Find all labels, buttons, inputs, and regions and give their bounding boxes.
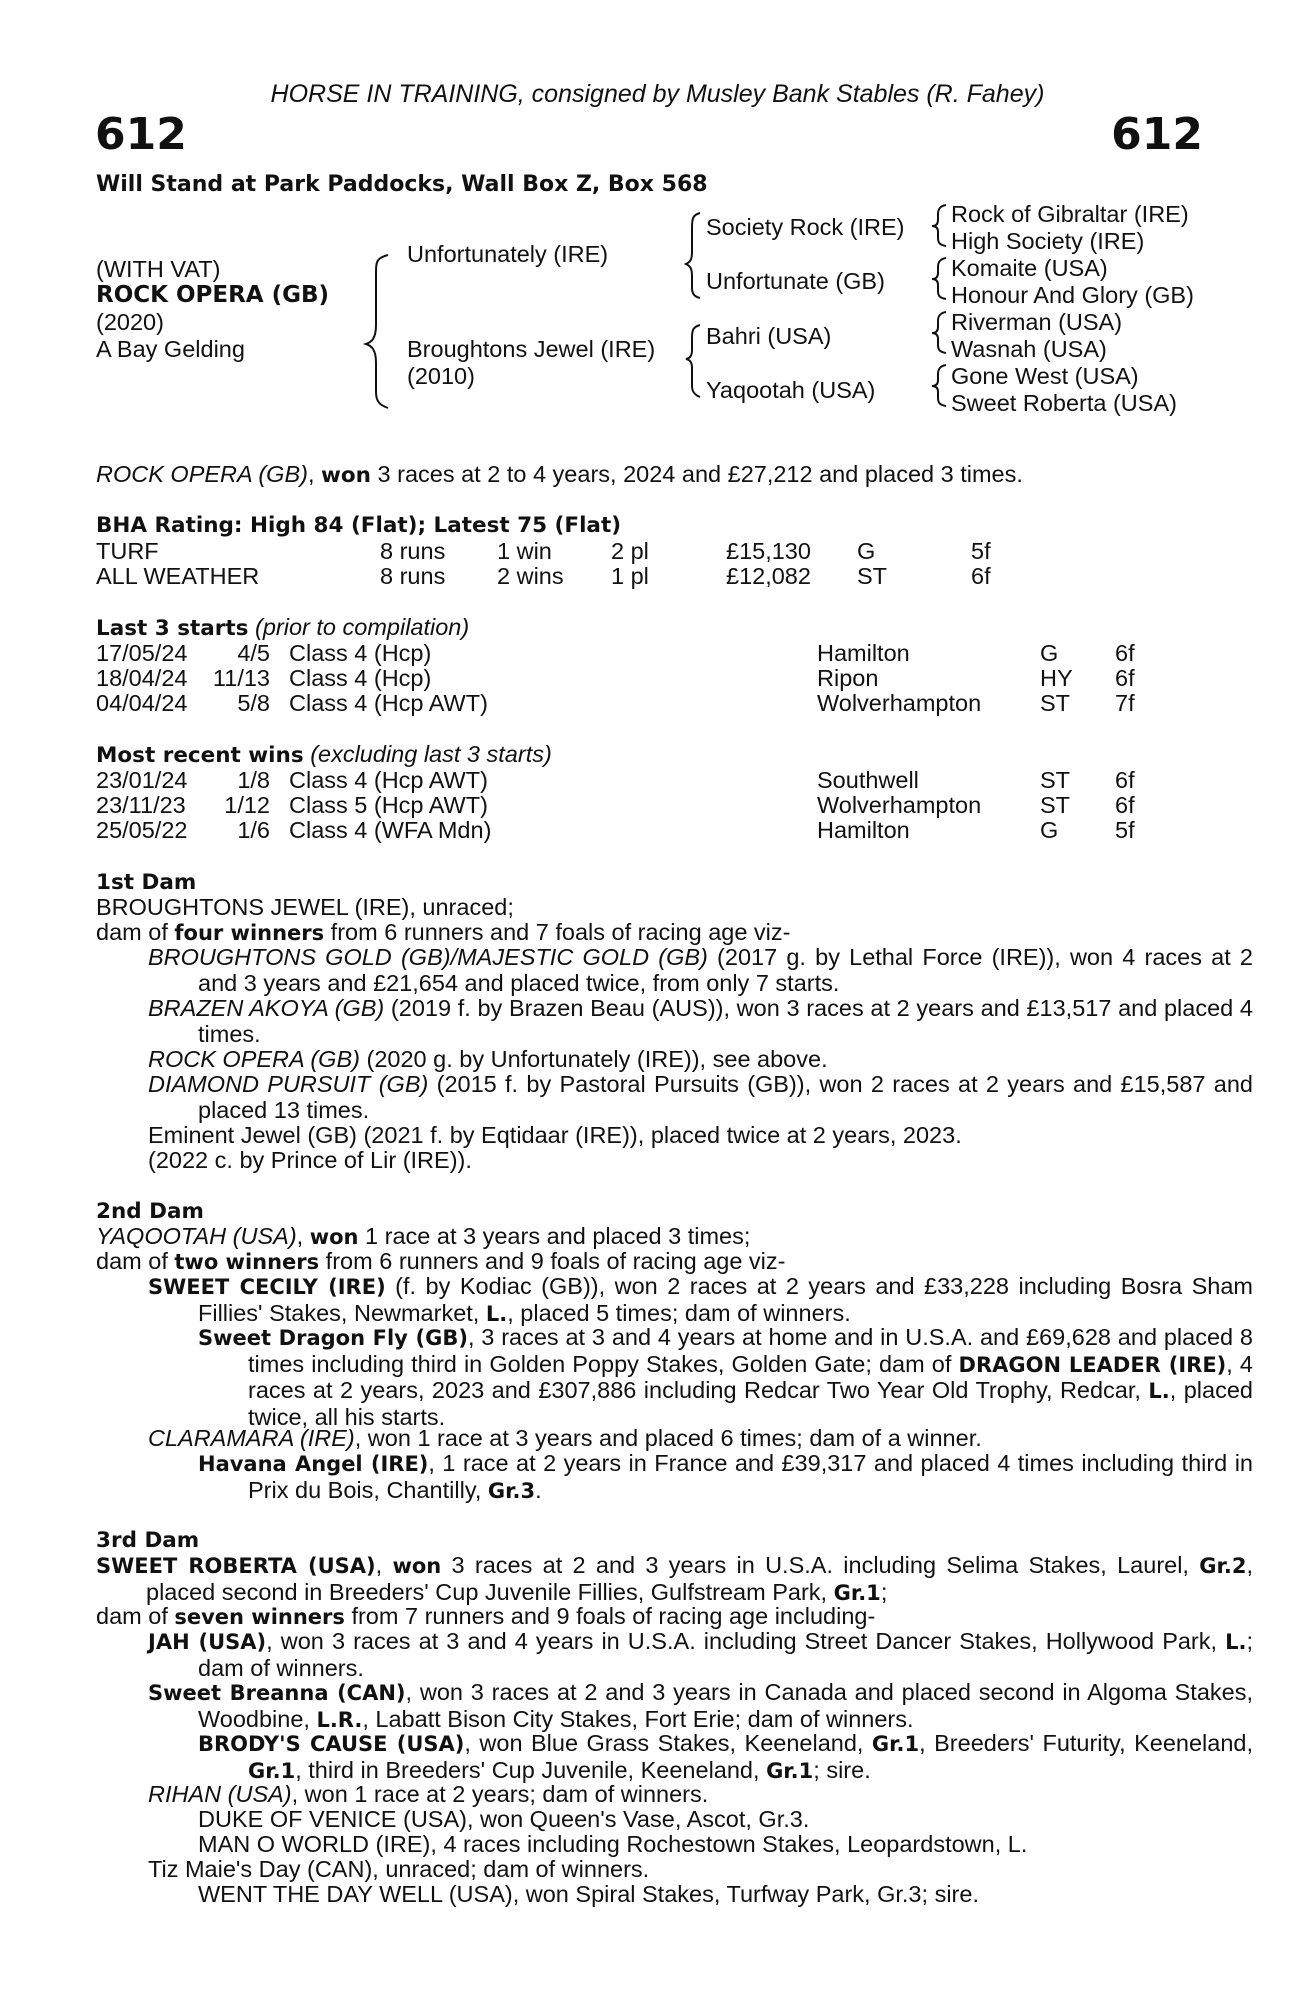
win-position: 1/6 <box>237 817 270 843</box>
win-going: ST <box>1040 767 1071 793</box>
start-date: 17/05/24 <box>96 640 188 666</box>
start-date: 18/04/24 <box>96 665 188 691</box>
recent-wins-heading: Most recent wins <box>96 743 304 768</box>
start-going: G <box>1040 640 1059 666</box>
race-grade: Gr.3 <box>487 1478 536 1503</box>
second-dam-heading: 2nd Dam <box>96 1199 204 1224</box>
win-going: G <box>1040 817 1059 843</box>
dam-name: SWEET ROBERTA (USA) <box>96 1554 376 1578</box>
pedigree-g5: Riverman (USA) <box>951 309 1123 335</box>
produce-name: Sweet Breanna (CAN) <box>148 1681 406 1705</box>
produce-record: , won 1 race at 2 years; dam of winners. <box>291 1781 709 1807</box>
text-fragment: 3 races at 2 and 3 years in U.S.A. including Selima Stakes, Laurel, <box>441 1552 1200 1578</box>
produce-entry <box>198 1731 1253 1784</box>
text-fragment: from 6 runners and 7 foals of racing age viz- <box>324 919 791 945</box>
produce-record: , won Blue Grass Stakes, Keeneland, <box>464 1730 872 1756</box>
produce-record: , third in Breeders' Cup Juvenile, Keeneland, <box>295 1756 767 1783</box>
race-grade: Gr.3 <box>758 1806 803 1832</box>
rating-distance: 6f <box>971 563 991 589</box>
second-dam-produce-summary <box>96 1249 785 1276</box>
first-dam-produce-summary <box>96 920 790 947</box>
pedigree-g3: Komaite (USA) <box>951 255 1108 281</box>
winners-count: two winners <box>174 1250 320 1274</box>
produce-record: ; sire. <box>921 1881 979 1907</box>
winners-count: four winners <box>174 921 325 945</box>
produce-name: DUKE OF VENICE (USA) <box>198 1806 467 1832</box>
produce-record: , placed twice, all his starts. <box>248 1377 1253 1430</box>
produce-entry <box>148 996 1253 1047</box>
produce-record: (f. by Kodiac (GB)), won 2 races at 2 years and £33,228 including Bosra Sham Fillies' Stakes, Newmarket, <box>198 1273 1253 1326</box>
dam-name: YAQOOTAH (USA) <box>96 1223 297 1249</box>
produce-record: . <box>535 1476 542 1503</box>
won-label: won <box>309 1225 359 1249</box>
race-grade: L. <box>1007 1831 1028 1857</box>
win-date: 23/11/23 <box>96 792 186 818</box>
rating-surface: TURF <box>96 538 159 564</box>
rating-distance: 5f <box>971 538 991 564</box>
race-grade: L. <box>485 1301 508 1326</box>
start-class: Class 4 (Hcp) <box>289 640 432 666</box>
race-grade: L. <box>1148 1379 1170 1403</box>
rating-prize: £12,082 <box>726 563 811 589</box>
produce-entry <box>148 1047 1253 1073</box>
rating-placed: 2 pl <box>611 538 649 564</box>
win-position: 1/8 <box>237 767 270 793</box>
summary-won: won <box>321 463 371 488</box>
win-course: Wolverhampton <box>817 792 982 818</box>
produce-entry <box>148 1782 708 1808</box>
text-fragment: 1 race at 3 years and placed 3 times; <box>358 1223 751 1249</box>
horse-year: (2020) <box>96 309 164 335</box>
produce-name: CLARAMARA (IRE) <box>148 1425 355 1451</box>
text-fragment: , <box>375 1552 393 1578</box>
start-course: Hamilton <box>817 640 910 666</box>
win-course: Southwell <box>817 767 919 793</box>
start-position: 5/8 <box>237 690 270 716</box>
produce-record: (2019 f. by Brazen Beau (AUS)), won 3 races at 2 years and £13,517 and placed 4 times. <box>198 995 1253 1047</box>
produce-name: Havana Angel (IRE) <box>198 1452 429 1476</box>
pedigree-dam: Broughtons Jewel (IRE) <box>407 336 656 362</box>
start-class: Class 4 (Hcp AWT) <box>289 690 488 716</box>
rating-runs: 8 runs <box>380 538 446 564</box>
first-dam-line: BROUGHTONS JEWEL (IRE), unraced; <box>96 894 514 920</box>
recent-wins-note: (excluding last 3 starts) <box>310 741 552 767</box>
pedigree-dam-year: (2010) <box>407 363 475 389</box>
rating-going: G <box>857 538 876 564</box>
win-going: ST <box>1040 792 1071 818</box>
pedigree-dam-sire: Bahri (USA) <box>706 323 832 349</box>
rating-surface: ALL WEATHER <box>96 563 260 589</box>
pedigree-g1: Rock of Gibraltar (IRE) <box>951 201 1189 227</box>
third-dam-produce-summary <box>96 1604 875 1631</box>
produce-record: , 1 race at 2 years in France and £39,317 and placed 4 times including third in Prix du Bois, Chantilly, <box>248 1450 1253 1503</box>
produce-record: , won Queen's Vase, Ascot, <box>466 1806 759 1832</box>
pedigree-g4: Honour And Glory (GB) <box>951 282 1194 308</box>
produce-entry <box>148 1072 1253 1123</box>
lot-number-right: 612 <box>1111 109 1203 160</box>
third-dam-heading: 3rd Dam <box>96 1528 200 1553</box>
win-distance: 5f <box>1115 817 1135 843</box>
produce-entry: Tiz Maie's Day (CAN), unraced; dam of winners. <box>148 1856 650 1882</box>
summary-text: 3 races at 2 to 4 years, 2024 and £27,212 and placed 3 times. <box>370 461 1023 487</box>
start-course: Wolverhampton <box>817 690 982 716</box>
last-starts-heading: Last 3 starts <box>96 616 249 641</box>
summary-horse-name: ROCK OPERA (GB) <box>96 461 308 487</box>
rating-wins: 2 wins <box>497 563 564 589</box>
produce-record: , won 1 race at 3 years and placed 6 times; dam of a winner. <box>354 1425 982 1451</box>
produce-name: MAN O WORLD (IRE) <box>198 1831 431 1857</box>
produce-record: ; sire. <box>813 1756 871 1783</box>
win-course: Hamilton <box>817 817 910 843</box>
horse-name: ROCK OPERA (GB) <box>96 282 330 308</box>
text-fragment: dam of <box>96 1603 175 1629</box>
produce-entry <box>148 1629 1253 1681</box>
produce-entry <box>148 945 1253 996</box>
pedigree-sire-sire: Society Rock (IRE) <box>706 214 905 240</box>
produce-entry: (2022 c. by Prince of Lir (IRE)). <box>148 1147 472 1173</box>
produce-record: (2020 g. by Unfortunately (IRE)), see above. <box>359 1046 828 1072</box>
last-starts-note: (prior to compilation) <box>255 614 470 640</box>
consignor-line: HORSE IN TRAINING, consigned by Musley Bank Stables (R. Fahey) <box>270 80 1045 108</box>
start-going: HY <box>1040 665 1073 691</box>
produce-record: , Breeders' Futurity, Keeneland, <box>919 1730 1253 1756</box>
recent-wins-heading-line <box>96 742 552 769</box>
race-grade: L. <box>1225 1630 1247 1654</box>
produce-entry <box>148 1680 1253 1733</box>
produce-entry <box>198 1451 1253 1504</box>
won-label: won <box>392 1554 442 1578</box>
pedigree-g2: High Society (IRE) <box>951 228 1145 254</box>
text-fragment: from 6 runners and 9 foals of racing age viz- <box>319 1248 786 1274</box>
produce-name: JAH (USA) <box>148 1630 267 1654</box>
start-distance: 6f <box>1115 640 1135 666</box>
third-dam-record <box>96 1553 1253 1606</box>
lot-number-left: 612 <box>95 109 187 160</box>
race-grade: L.R. <box>316 1707 363 1732</box>
pedigree-g8: Sweet Roberta (USA) <box>951 390 1177 416</box>
pedigree-sire-dam: Unfortunate (GB) <box>706 268 885 294</box>
produce-entry <box>198 1882 979 1908</box>
win-class: Class 4 (WFA Mdn) <box>289 817 492 843</box>
race-grade: Gr.1 <box>833 1580 881 1605</box>
produce-entry <box>198 1832 1027 1858</box>
win-class: Class 5 (Hcp AWT) <box>289 792 488 818</box>
win-date: 23/01/24 <box>96 767 188 793</box>
last-starts-heading-line <box>96 615 469 642</box>
produce-entry <box>148 1274 1253 1327</box>
produce-record: , 4 races at 2 years, 2023 and £307,886 including Redcar Two Year Old Trophy, Redcar, <box>248 1350 1253 1403</box>
produce-entry: Eminent Jewel (GB) (2021 f. by Eqtidaar (IRE)), placed twice at 2 years, 2023. <box>148 1122 962 1148</box>
race-summary: ROCK OPERA (GB), won 3 races at 2 to 4 years, 2024 and £27,212 and placed 3 times. <box>96 461 1023 488</box>
start-position: 11/13 <box>212 665 270 691</box>
produce-record: , Labatt Bison City Stakes, Fort Erie; dam of winners. <box>362 1705 914 1732</box>
produce-record: . <box>802 1806 810 1832</box>
text-fragment: , placed second in Breeders' Cup Juvenile Fillies, Gulfstream Park, <box>146 1552 1253 1605</box>
produce-name: SWEET CECILY (IRE) <box>148 1275 386 1299</box>
produce-record: , 3 races at 3 and 4 years at home and in U.S.A. and £69,628 and placed 8 times including third in Golden Poppy Stakes, Golden Gate; dam of <box>248 1324 1253 1377</box>
text-fragment: dam of <box>96 1248 175 1274</box>
race-grade: Gr.2 <box>1199 1554 1247 1578</box>
first-dam-heading: 1st Dam <box>96 870 197 895</box>
produce-name: ROCK OPERA (GB) <box>148 1046 360 1072</box>
produce-name: BRAZEN AKOYA (GB) <box>148 995 385 1021</box>
stable-location: Will Stand at Park Paddocks, Wall Box Z, Box 568 <box>96 172 708 197</box>
winners-count: seven winners <box>174 1605 345 1629</box>
win-class: Class 4 (Hcp AWT) <box>289 767 488 793</box>
win-distance: 6f <box>1115 792 1135 818</box>
produce-entry <box>198 1325 1253 1430</box>
start-distance: 7f <box>1115 690 1135 716</box>
produce-record: (2017 g. by Lethal Force (IRE)), won 4 races at 2 and 3 years and £21,654 and placed twice, from only 7 starts. <box>198 944 1253 996</box>
start-class: Class 4 (Hcp) <box>289 665 432 691</box>
produce-name: BRODY'S CAUSE (USA) <box>198 1732 465 1756</box>
pedigree-dam-dam: Yaqootah (USA) <box>706 377 876 403</box>
pedigree-sire: Unfortunately (IRE) <box>407 241 609 267</box>
produce-record: , won Spiral Stakes, Turfway Park, <box>512 1881 878 1907</box>
start-going: ST <box>1040 690 1071 716</box>
bha-rating-heading: BHA Rating: High 84 (Flat); Latest 75 (Flat) <box>96 513 622 538</box>
text-fragment: dam of <box>96 919 175 945</box>
produce-name: Sweet Dragon Fly (GB) <box>198 1326 468 1350</box>
text-fragment: from 7 runners and 9 foals of racing age including- <box>344 1603 876 1629</box>
produce-name: DRAGON LEADER (IRE) <box>958 1352 1227 1377</box>
second-dam-line <box>96 1224 750 1251</box>
rating-prize: £15,130 <box>726 538 811 564</box>
produce-name: RIHAN (USA) <box>148 1781 292 1807</box>
race-grade: Gr.3 <box>877 1881 922 1907</box>
text-fragment: , <box>296 1223 310 1249</box>
produce-record: , 4 races including Rochestown Stakes, Leopardstown, <box>430 1831 1008 1857</box>
rating-wins: 1 win <box>497 538 552 564</box>
text-fragment: ; <box>880 1578 888 1605</box>
produce-name: BROUGHTONS GOLD (GB)/MAJESTIC GOLD (GB) <box>148 944 708 970</box>
rating-runs: 8 runs <box>380 563 446 589</box>
produce-name: WENT THE DAY WELL (USA) <box>198 1881 513 1907</box>
win-distance: 6f <box>1115 767 1135 793</box>
produce-record: , won 3 races at 3 and 4 years in U.S.A. including Street Dancer Stakes, Hollywood Park, <box>266 1628 1226 1654</box>
produce-record: (2015 f. by Pastoral Pursuits (GB)), won 2 races at 2 years and £15,587 and placed 13 times. <box>198 1071 1253 1123</box>
produce-name: DIAMOND PURSUIT (GB) <box>148 1071 429 1097</box>
start-position: 4/5 <box>237 640 270 666</box>
produce-record: , placed 5 times; dam of winners. <box>507 1299 851 1326</box>
start-date: 04/04/24 <box>96 690 188 716</box>
produce-record: , won 3 races at 2 and 3 years in Canada and placed second in Algoma Stakes, Woodbine, <box>198 1679 1253 1732</box>
start-course: Ripon <box>817 665 879 691</box>
win-position: 1/12 <box>224 792 270 818</box>
rating-going: ST <box>857 563 888 589</box>
horse-description: A Bay Gelding <box>96 336 245 362</box>
rating-placed: 1 pl <box>611 563 649 589</box>
produce-entry <box>198 1807 809 1833</box>
race-grade: Gr.1 <box>248 1758 296 1783</box>
pedigree-g6: Wasnah (USA) <box>951 336 1107 362</box>
race-grade: Gr.1 <box>766 1758 814 1783</box>
produce-record: ; dam of winners. <box>198 1628 1254 1681</box>
race-grade: Gr.1 <box>871 1732 920 1756</box>
produce-entry <box>148 1426 1253 1452</box>
win-date: 25/05/22 <box>96 817 188 843</box>
start-distance: 6f <box>1115 665 1135 691</box>
vat-note: (WITH VAT) <box>96 256 221 282</box>
pedigree-g7: Gone West (USA) <box>951 363 1139 389</box>
